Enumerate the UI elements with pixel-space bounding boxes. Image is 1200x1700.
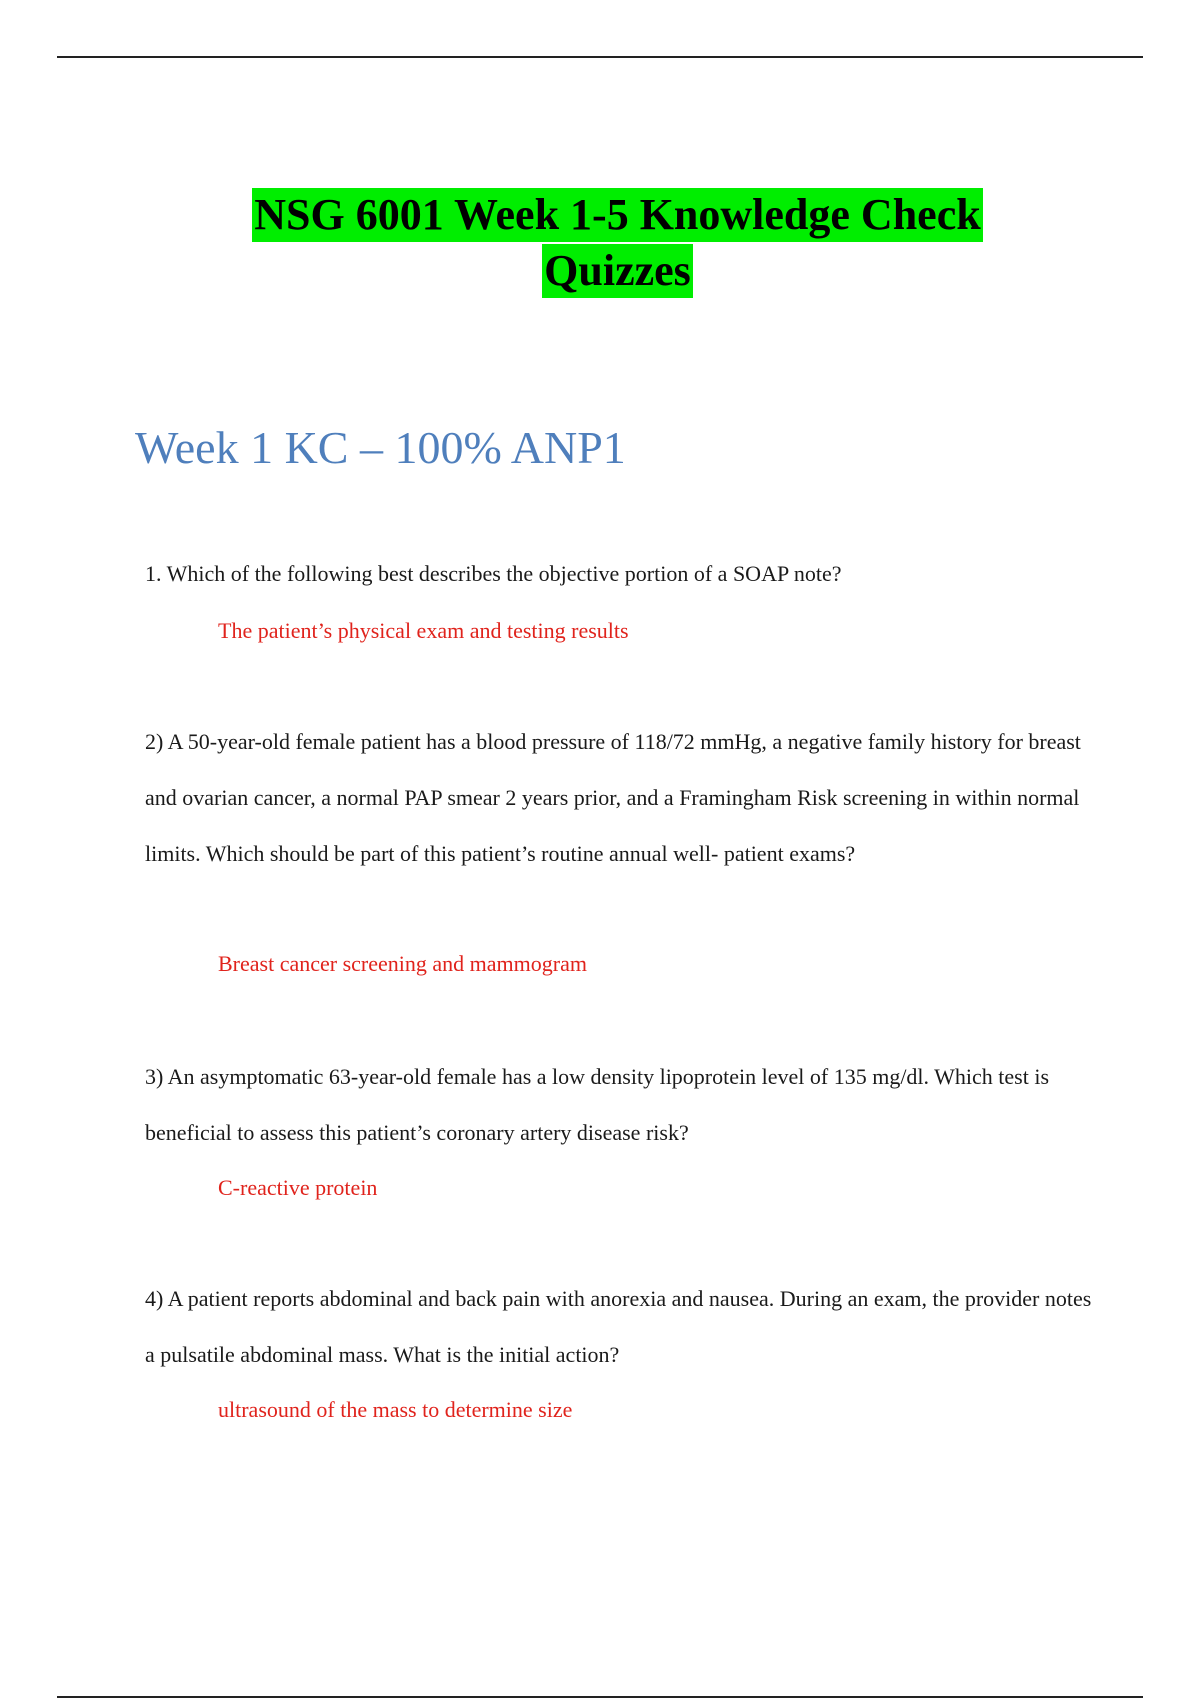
- answer-1: The patient’s physical exam and testing results: [218, 618, 629, 643]
- answer-2: Breast cancer screening and mammogram: [218, 951, 587, 976]
- section-heading: Week 1 KC – 100% ANP1: [135, 422, 626, 473]
- question-1: 1. Which of the following best describes the objective portion of a SOAP note?: [145, 561, 842, 586]
- bottom-rule: [57, 1696, 1143, 1698]
- document-title: [0, 188, 1200, 300]
- title-line-1: NSG 6001 Week 1-5 Knowledge Check: [252, 188, 982, 242]
- top-rule: [57, 56, 1143, 58]
- question-2: 2) A 50-year-old female patient has a blood pressure of 118/72 mmHg, a negative family history for breast and ovarian cancer, a normal PAP smear 2 years prior, and a Framingham Risk screening in within normal limits. Which should be part of this patient’s routine annual well- patient exams?: [145, 729, 1081, 866]
- title-line-2: Quizzes: [542, 244, 693, 298]
- question-3: 3) An asymptomatic 63-year-old female has a low density lipoprotein level of 135 mg/dl. Which test is beneficial to assess this patient’s coronary artery disease risk?: [145, 1064, 1050, 1145]
- answer-4: ultrasound of the mass to determine size: [218, 1397, 573, 1422]
- question-4: 4) A patient reports abdominal and back pain with anorexia and nausea. During an exam, the provider notes a pulsatile abdominal mass. What is the initial action?: [145, 1286, 1092, 1367]
- answer-3: C-reactive protein: [218, 1175, 378, 1200]
